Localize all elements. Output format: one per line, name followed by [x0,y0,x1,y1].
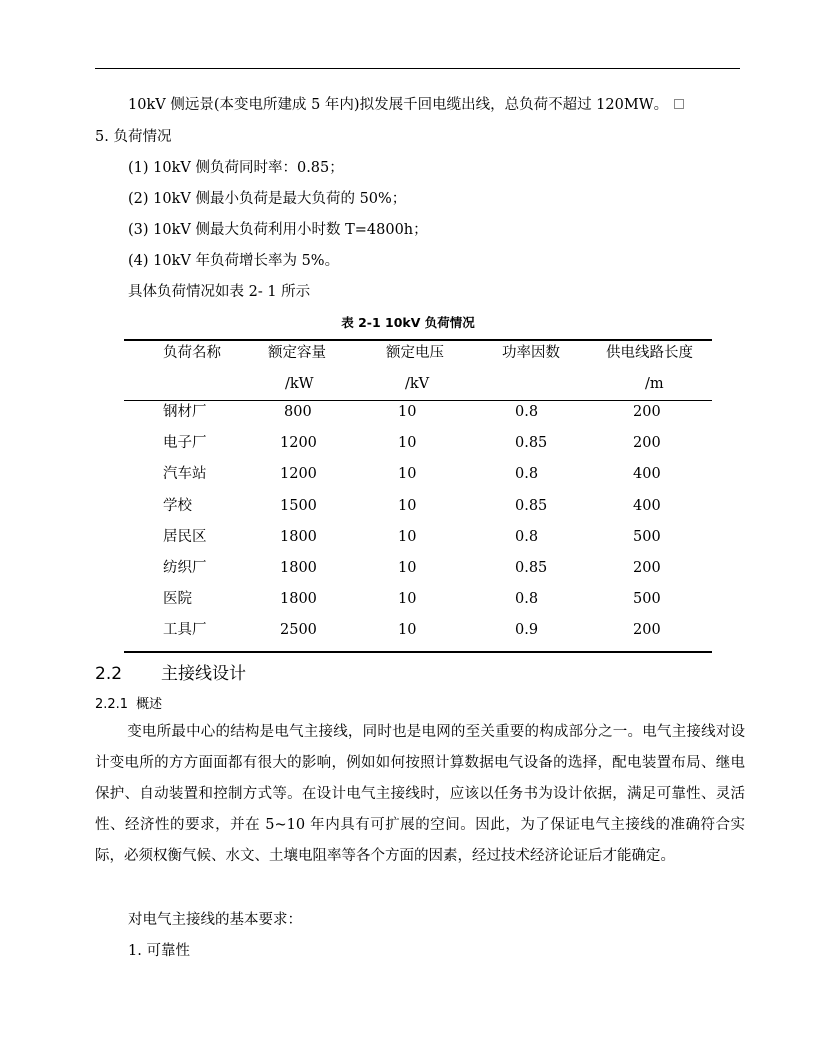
cell-capacity: 1500 [280,498,317,514]
cell-length: 400 [633,498,661,514]
cell-length: 200 [633,404,661,420]
section-2-2-title: 主接线设计 [161,664,246,684]
header-line-length: 供电线路长度 [606,345,693,361]
cell-voltage: 10 [398,466,417,482]
cell-length: 500 [633,591,661,607]
cell-capacity: 1800 [280,529,317,545]
cell-power-factor: 0.85 [515,498,548,514]
cell-capacity: 1800 [280,560,317,576]
header-voltage-unit: /kV [405,376,430,392]
load-item-2: (2) 10kV 侧最小负荷是最大负荷的 50%； [128,191,407,207]
remote-load-line [128,95,684,115]
cell-length: 200 [633,622,661,638]
section-2-2-1-heading [95,695,162,715]
load-item-1: (1) 10kV 侧负荷同时率：0.85； [128,160,344,176]
remote-load-text: 10kV 侧远景(本变电所建成 5 年内)拟发展千回电缆出线，总负荷不超过 120MW。 [128,97,669,113]
cell-length: 200 [633,560,661,576]
cell-capacity: 1800 [280,591,317,607]
overview-paragraph [95,717,745,872]
cell-name: 学校 [163,498,192,514]
cell-voltage: 10 [398,622,417,638]
header-name: 负荷名称 [163,345,221,361]
cell-voltage: 10 [398,404,417,420]
placeholder-box-icon [674,99,684,109]
cell-length: 200 [633,435,661,451]
cell-name: 医院 [163,591,192,607]
cell-power-factor: 0.8 [515,466,539,482]
requirement-1: 1. 可靠性 [128,943,190,959]
cell-capacity: 2500 [280,622,317,638]
cell-power-factor: 0.8 [515,404,539,420]
cell-power-factor: 0.85 [515,435,548,451]
cell-voltage: 10 [398,435,417,451]
cell-power-factor: 0.85 [515,560,548,576]
cell-power-factor: 0.8 [515,591,539,607]
cell-voltage: 10 [398,591,417,607]
cell-capacity: 1200 [280,466,317,482]
table-header-rule [124,400,712,401]
header-capacity-unit: /kW [285,376,314,392]
cell-capacity: 1200 [280,435,317,451]
cell-name: 纺织厂 [163,560,207,576]
table-top-rule [124,339,712,341]
cell-name: 工具厂 [163,622,207,638]
section-2-2-1-number: 2.2.1 [95,697,129,712]
cell-length: 500 [633,529,661,545]
cell-power-factor: 0.9 [515,622,539,638]
header-rule [95,68,740,69]
cell-voltage: 10 [398,498,417,514]
load-section-heading: 5. 负荷情况 [95,129,172,145]
table-caption: 表 2-1 10kV 负荷情况 [341,315,475,330]
table-bottom-rule [124,651,712,653]
table-reference: 具体负荷情况如表 2- 1 所示 [128,284,311,300]
header-capacity: 额定容量 [268,345,326,361]
load-item-3: (3) 10kV 侧最大负荷利用小时数 T=4800h； [128,222,428,238]
cell-length: 400 [633,466,661,482]
cell-name: 汽车站 [163,466,207,482]
header-power-factor: 功率因数 [502,345,560,361]
overview-paragraph-text: 变电所最中心的结构是电气主接线，同时也是电网的至关重要的构成部分之一。电气主接线对设计变电所的方方面面都有很大的影响，例如如何按照计算数据电气设备的选择，配电装置布局、继电保护、自动装置和控制方式等。在设计电气主接线时，应该以任务书为设计依据，满足可靠性、灵活性、经济性的要求，并在 5~10 年内具有可扩展的空间。因此，为了保证电气主接线的准确符合实际，必须权衡气候、水文、土壤电阻率等各个方面的因素，经过技术经济论证后才能确定。 [95,724,745,864]
requirements-intro: 对电气主接线的基本要求： [128,912,302,928]
cell-capacity: 800 [284,404,312,420]
load-item-4: (4) 10kV 年负荷增长率为 5%。 [128,253,340,269]
cell-name: 电子厂 [163,435,207,451]
section-2-2-1-title: 概述 [136,697,163,712]
cell-voltage: 10 [398,529,417,545]
cell-power-factor: 0.8 [515,529,539,545]
section-2-2-number: 2.2 [95,664,123,684]
header-line-length-unit: /m [645,376,664,392]
cell-voltage: 10 [398,560,417,576]
cell-name: 钢材厂 [163,404,207,420]
section-2-2-heading [95,662,246,686]
cell-name: 居民区 [163,529,207,545]
header-voltage: 额定电压 [386,345,444,361]
